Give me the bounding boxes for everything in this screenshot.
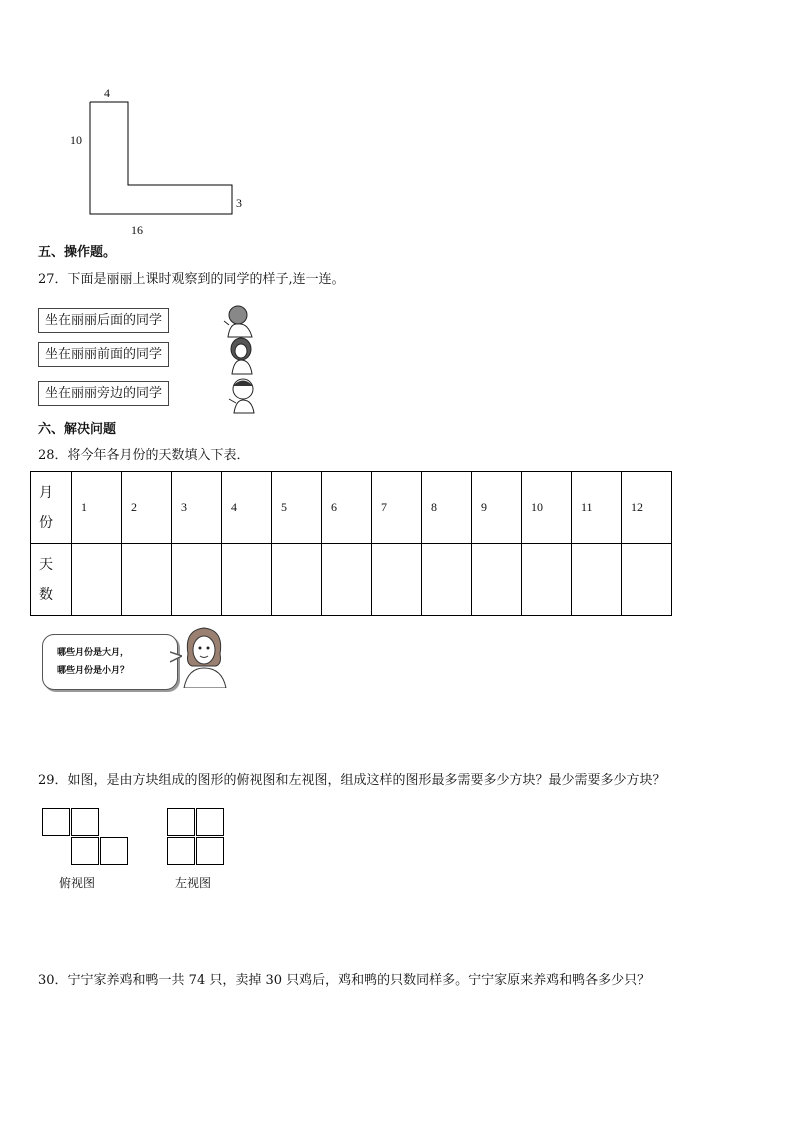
month-cell: 9 xyxy=(472,472,522,544)
kid-back-view-icon[interactable] xyxy=(220,303,260,339)
days-input-cell[interactable] xyxy=(472,544,522,616)
days-input-cell[interactable] xyxy=(372,544,422,616)
boy-side-view-icon[interactable] xyxy=(226,377,262,415)
grid-square xyxy=(42,808,70,836)
month-cell: 5 xyxy=(272,472,322,544)
days-input-cell[interactable] xyxy=(622,544,672,616)
days-input-cell[interactable] xyxy=(172,544,222,616)
label-bottom-width: 16 xyxy=(131,223,143,237)
grid-square xyxy=(71,808,99,836)
option-beside[interactable]: 坐在丽丽旁边的同学 xyxy=(38,381,169,406)
days-input-cell[interactable] xyxy=(422,544,472,616)
teacher-illustration-icon xyxy=(178,624,232,688)
month-cell: 1 xyxy=(72,472,122,544)
days-input-cell[interactable] xyxy=(72,544,122,616)
question-27: 27．下面是丽丽上课时观察到的同学的样子,连一连。 xyxy=(38,272,345,287)
l-shape-figure xyxy=(80,84,260,244)
section6-heading: 六、解决问题 xyxy=(38,422,117,437)
grid-square xyxy=(167,837,195,865)
label-left-height: 10 xyxy=(70,133,82,147)
grid-square xyxy=(100,837,128,865)
month-cell: 4 xyxy=(222,472,272,544)
month-cell: 8 xyxy=(422,472,472,544)
month-cell: 3 xyxy=(172,472,222,544)
month-cell: 6 xyxy=(322,472,372,544)
month-days-table xyxy=(30,471,672,616)
left-view-figure xyxy=(167,808,227,868)
bubble-line-1: 哪些月份是大月， xyxy=(57,648,130,658)
speech-bubble xyxy=(42,634,178,690)
grid-square xyxy=(71,837,99,865)
days-input-cell[interactable] xyxy=(272,544,322,616)
row-label-days: 天 数 xyxy=(31,544,72,616)
grid-square xyxy=(167,808,195,836)
days-input-cell[interactable] xyxy=(572,544,622,616)
days-input-cell[interactable] xyxy=(322,544,372,616)
bubble-line-2: 哪些月份是小月？ xyxy=(57,666,130,676)
option-front[interactable]: 坐在丽丽前面的同学 xyxy=(38,342,169,367)
days-input-cell[interactable] xyxy=(522,544,572,616)
month-cell: 2 xyxy=(122,472,172,544)
question-30: 30．宁宁家养鸡和鸭一共 74 只，卖掉 30 只鸡后，鸡和鸭的只数同样多。宁宁家原来养鸡和鸭各多少只？ xyxy=(38,973,651,988)
top-view-figure xyxy=(42,808,132,868)
table-row-days xyxy=(31,544,672,616)
option-behind[interactable]: 坐在丽丽后面的同学 xyxy=(38,308,169,333)
section5-heading: 五、操作题。 xyxy=(38,245,117,260)
days-input-cell[interactable] xyxy=(122,544,172,616)
left-view-caption: 左视图 xyxy=(175,876,212,890)
grid-square xyxy=(196,837,224,865)
month-cell: 12 xyxy=(622,472,672,544)
question-28: 28．将今年各月份的天数填入下表． xyxy=(38,448,250,463)
label-right-height: 3 xyxy=(236,196,242,210)
girl-front-view-icon[interactable] xyxy=(224,336,260,376)
question-29: 29．如图，是由方块组成的图形的俯视图和左视图，组成这样的图形最多需要多少方块？最少需要多少方块？ xyxy=(38,773,666,788)
top-view-caption: 俯视图 xyxy=(59,876,96,890)
row-label-month: 月 份 xyxy=(31,472,72,544)
month-cell: 11 xyxy=(572,472,622,544)
month-cell: 7 xyxy=(372,472,422,544)
month-cell: 10 xyxy=(522,472,572,544)
l-shape-outline xyxy=(90,102,232,214)
days-input-cell[interactable] xyxy=(222,544,272,616)
grid-square xyxy=(196,808,224,836)
table-row-months xyxy=(31,472,672,544)
label-top-width: 4 xyxy=(104,86,110,100)
